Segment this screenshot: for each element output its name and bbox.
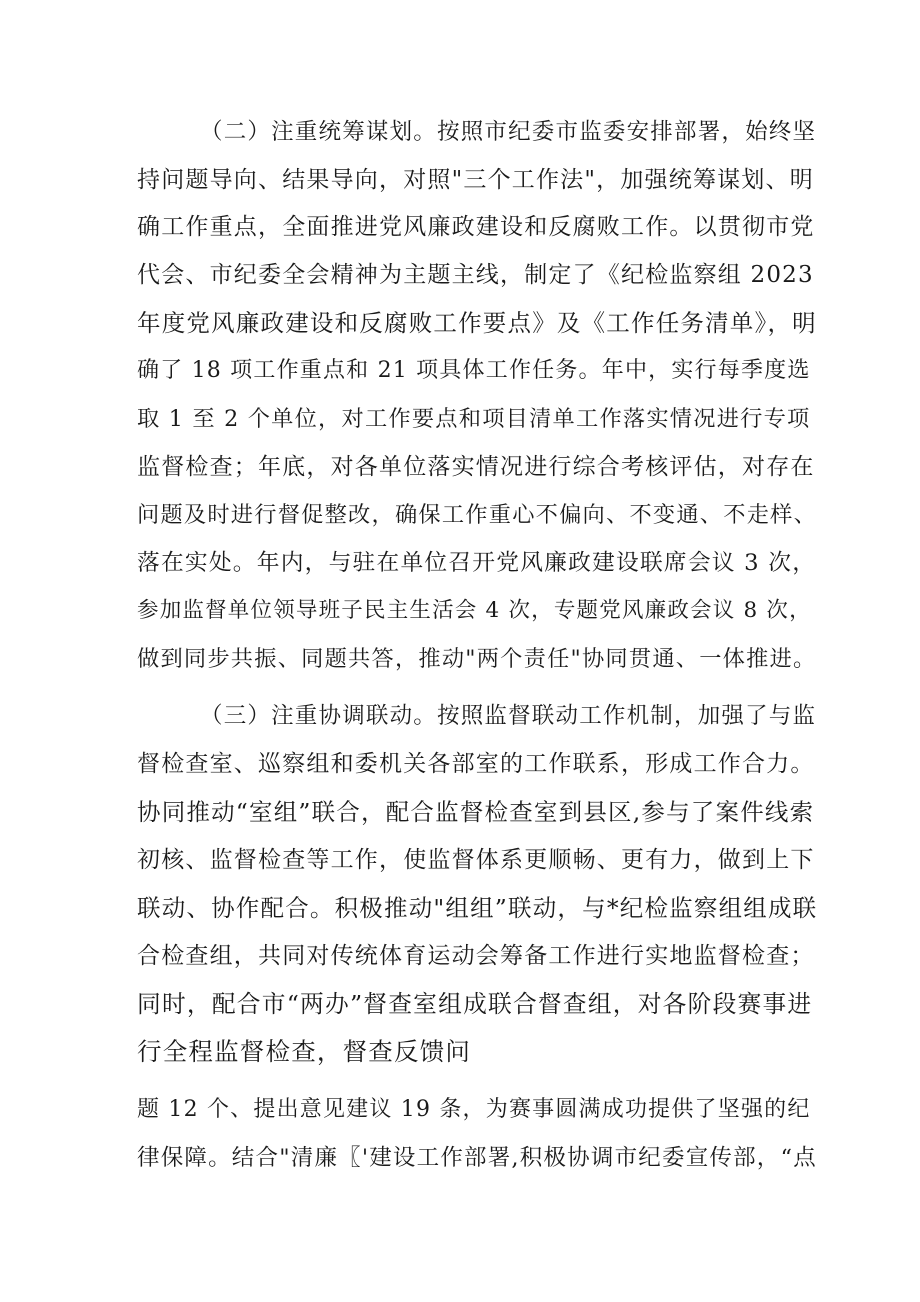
- paragraph-2-line-10: 落在实处。年内，与驻在单位召开党风廉政建设联席会议 3 次，: [137, 550, 817, 576]
- paragraph-3-line-5: 联动、协作配合。积极推动"组组”联动，与*纪检监察组组成联: [137, 894, 818, 922]
- paragraph-2-line-6: 确了 18 项工作重点和 21 项具体工作任务。年中，实行每季度选: [137, 358, 811, 383]
- paragraph-2-line-9: 问题及时进行督促整改，确保工作重心不偏向、不变通、不走样、: [137, 502, 818, 528]
- paragraph-3-line-2: 督检查室、巡察组和委机关各部室的工作联系，形成工作合力。: [137, 751, 815, 777]
- paragraph-2-line-12: 做到同步共振、同题共答，推动"两个责任"协同贯通、一体推进。: [137, 646, 817, 672]
- paragraph-3-line-3: 协同推动“室组”联合，配合监督检查室到县区,参与了案件线索: [137, 798, 815, 826]
- paragraph-3-line-1: （三）注重协调联动。按照监督联动工作机制，加强了与监: [200, 703, 817, 729]
- paragraph-3-line-8: 行全程监督检查，督查反馈问: [137, 1037, 472, 1066]
- paragraph-3-line-10: 律保障。结合"清廉〖'建设工作部署,积极协调市纪委宣传部，“点: [137, 1145, 817, 1171]
- paragraph-3-line-7: 同时，配合市“两办”督查室组成联合督查组，对各阶段赛事进: [137, 990, 813, 1018]
- paragraph-2-line-5: 年度党风廉政建设和反腐败工作要点》及《工作任务清单》，明: [137, 309, 817, 337]
- paragraph-2-line-1: （二）注重统筹谋划。按照市纪委市监委安排部署，始终坚: [200, 119, 817, 145]
- paragraph-2-line-4: 代会、市纪委全会精神为主题主线，制定了《纪检监察组 2023: [137, 262, 814, 288]
- paragraph-2-line-7: 取 1 至 2 个单位，对工作要点和项目清单工作落实情况进行专项: [137, 406, 811, 432]
- paragraph-3-line-9: 题 12 个、提出意见建议 19 条，为赛事圆满成功提供了坚强的纪: [137, 1097, 811, 1122]
- paragraph-2-line-2: 持问题导向、结果导向，对照"三个工作法"，加强统筹谋划、明: [137, 167, 814, 193]
- paragraph-2-line-3: 确工作重点，全面推进党风廉政建设和反腐败工作。以贯彻市党: [137, 214, 815, 240]
- paragraph-2-line-11: 参加监督单位领导班子民主生活会 4 次，专题党风廉政会议 8 次，: [137, 598, 812, 623]
- paragraph-3-line-6: 合检查组，共同对传统体育运动会筹备工作进行实地监督检查；: [137, 943, 815, 969]
- paragraph-2-line-8: 监督检查；年底，对各单位落实情况进行综合考核评估，对存在: [137, 454, 815, 480]
- paragraph-3-line-4: 初核、监督检查等工作，使监督体系更顺畅、更有力，做到上下: [137, 847, 815, 873]
